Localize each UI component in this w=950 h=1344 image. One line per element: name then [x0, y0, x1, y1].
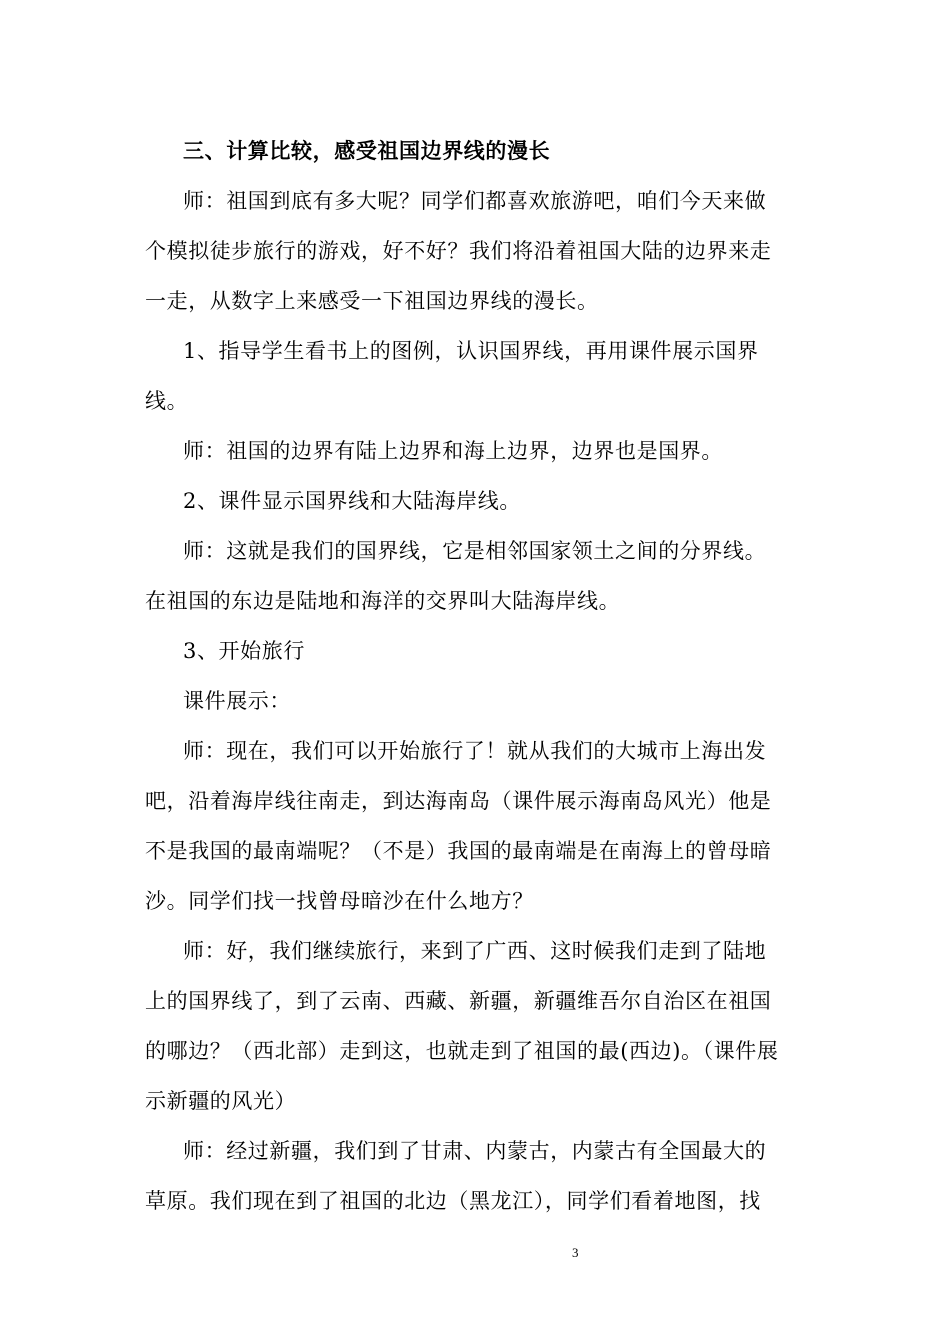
- paragraph-line: 吧，沿着海岸线往南走，到达海南岛（课件展示海南岛风光）他是: [145, 789, 772, 813]
- paragraph-line: 线。: [145, 389, 189, 413]
- paragraph-line: 师：现在，我们可以开始旅行了！就从我们的大城市上海出发: [183, 739, 767, 763]
- paragraph-line: 的哪边？（西北部）走到这，也就走到了祖国的最(西边)。（课件展: [145, 1039, 779, 1063]
- page-number: 3: [572, 1245, 579, 1260]
- paragraph-line: 师：祖国到底有多大呢？同学们都喜欢旅游吧，咱们今天来做: [183, 189, 767, 213]
- paragraph-line: 草原。我们现在到了祖国的北边（黑龙江），同学们看着地图，找: [145, 1189, 761, 1213]
- paragraph-line: 课件展示：: [183, 689, 291, 713]
- paragraph-line: 上的国界线了，到了云南、西藏、新疆，新疆维吾尔自治区在祖国: [145, 989, 772, 1013]
- paragraph-line: 师：祖国的边界有陆上边界和海上边界，边界也是国界。: [183, 439, 723, 463]
- paragraph-line: 师：这就是我们的国界线，它是相邻国家领土之间的分界线。: [183, 539, 767, 563]
- paragraph-line: 示新疆的风光）: [145, 1089, 297, 1113]
- paragraph-line: 3、开始旅行: [183, 639, 305, 663]
- paragraph-line: 沙。同学们找一找曾母暗沙在什么地方？: [145, 889, 534, 913]
- paragraph-line: 在祖国的东边是陆地和海洋的交界叫大陆海岸线。: [145, 589, 621, 613]
- paragraph-line: 不是我国的最南端呢？（不是）我国的最南端是在南海上的曾母暗: [145, 839, 772, 863]
- paragraph-line: 师：经过新疆，我们到了甘肃、内蒙古，内蒙古有全国最大的: [183, 1139, 767, 1163]
- section-heading: 三、计算比较，感受祖国边界线的漫长: [183, 138, 551, 163]
- paragraph-line: 2、课件显示国界线和大陆海岸线。: [183, 489, 521, 513]
- paragraph-line: 一走，从数字上来感受一下祖国边界线的漫长。: [145, 289, 599, 313]
- paragraph-line: 师：好，我们继续旅行，来到了广西、这时候我们走到了陆地: [183, 939, 767, 963]
- paragraph-line: 个模拟徒步旅行的游戏，好不好？我们将沿着祖国大陆的边界来走: [145, 239, 772, 263]
- paragraph-line: 1、指导学生看书上的图例，认识国界线，再用课件展示国界: [183, 339, 759, 363]
